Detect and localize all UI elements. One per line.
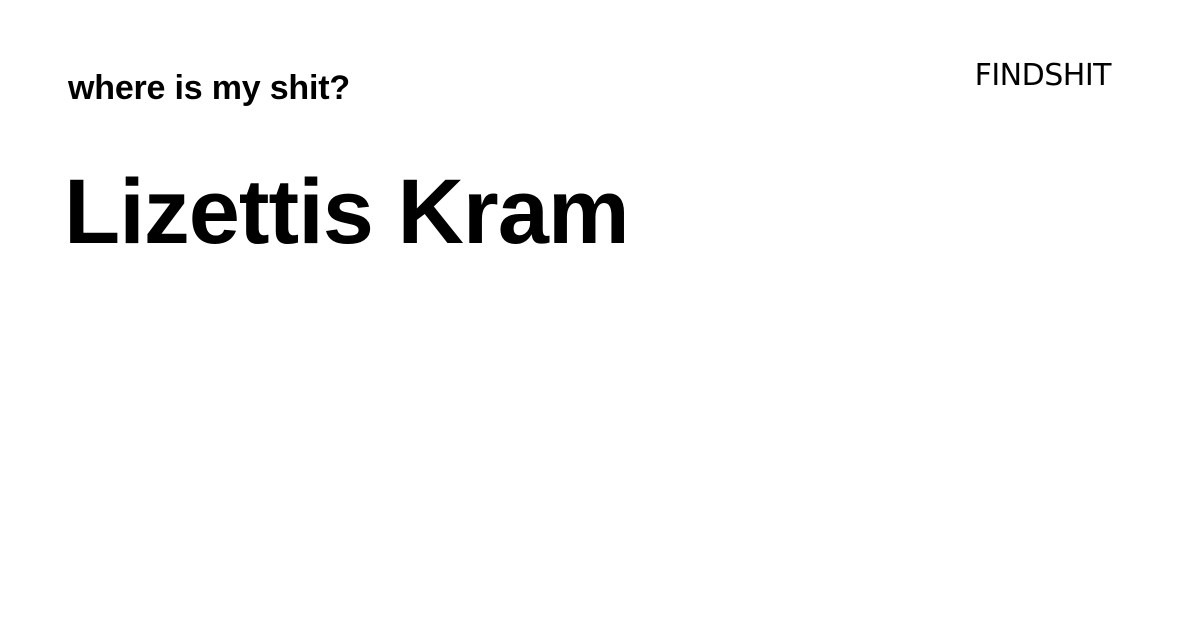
tagline: where is my shit?: [68, 69, 350, 107]
page-title: Lizettis Kram: [64, 161, 629, 263]
brand-logo: FINDSHIT: [974, 58, 1111, 93]
